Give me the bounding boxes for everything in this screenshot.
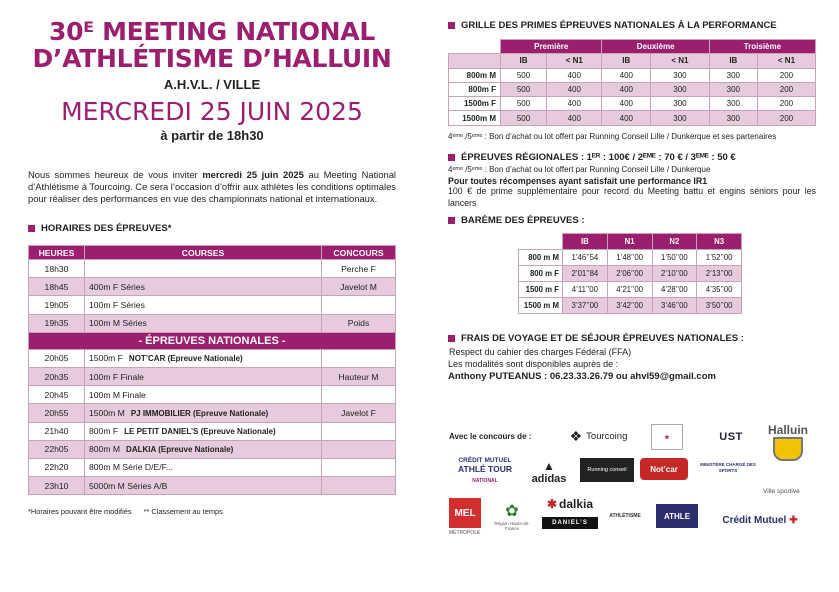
course-sponsor: PJ IMMOBILIER (Epreuve Nationale) bbox=[130, 408, 269, 418]
course-cell bbox=[85, 440, 322, 458]
schedule-header-row bbox=[29, 246, 396, 260]
primes-title: GRILLE DES PRIMES ÉPREUVES NATIONALES À LA PERFORMANCE bbox=[461, 20, 777, 31]
course-name: 800m M Série D/E/F... bbox=[89, 462, 174, 473]
value-cell: 1’48’’00 bbox=[607, 250, 652, 266]
concours-cell: Hauteur M bbox=[322, 367, 396, 385]
time-cell: 22h05 bbox=[29, 440, 85, 458]
value-cell: 300 bbox=[651, 97, 710, 111]
adidas-logo bbox=[527, 458, 571, 486]
bareme-header-cell: N2 bbox=[652, 234, 697, 250]
value-cell: 500 bbox=[501, 68, 547, 82]
course-cell: 400m F Séries bbox=[85, 278, 322, 296]
value-cell: 1’52’’00 bbox=[697, 250, 742, 266]
hdf-text: Région Hauts-de-France bbox=[494, 521, 530, 531]
place-second: Deuxième bbox=[602, 40, 709, 54]
regional-prefix: 4ᵉᵐᵉ /5ᵉᵐᵉ bbox=[448, 165, 483, 175]
value-cell: 400 bbox=[547, 97, 602, 111]
credit-mutuel-text: Crédit Mutuel bbox=[722, 514, 787, 526]
table-row bbox=[519, 266, 742, 282]
time-cell: 23h10 bbox=[29, 477, 85, 495]
value-cell: 2’10’’00 bbox=[652, 266, 697, 282]
time-cell: 19h05 bbox=[29, 296, 85, 314]
credit-mutuel-icon: ✚ bbox=[789, 514, 798, 526]
ust-logo: UST bbox=[719, 431, 743, 443]
regional-section-title bbox=[448, 152, 816, 163]
halluin-logo bbox=[763, 422, 813, 462]
concours-cell bbox=[322, 349, 396, 367]
primes-sub-row bbox=[449, 54, 816, 68]
time-cell: 18h30 bbox=[29, 260, 85, 278]
partners-label: Avec le concours de : bbox=[449, 432, 532, 441]
course-cell bbox=[85, 386, 322, 404]
schedule-section-title bbox=[28, 223, 396, 234]
course-cell: 100m F Séries bbox=[85, 296, 322, 314]
blank-cell bbox=[449, 54, 501, 68]
value-cell: 3’42’’00 bbox=[607, 298, 652, 314]
col-concours: CONCOURS bbox=[322, 246, 396, 260]
athletisme-logo: ATHLÉTISME bbox=[609, 513, 641, 519]
bullet-square-icon bbox=[448, 154, 455, 161]
course-name: 100m M Finale bbox=[89, 389, 146, 400]
footnote-1: *Horaires pouvant être modifiés bbox=[28, 507, 132, 517]
bullet-square-icon bbox=[448, 217, 455, 224]
bullet-square-icon bbox=[28, 225, 35, 232]
table-row bbox=[29, 296, 396, 314]
regional-line3: 100 € de prime supplémentaire pour record du Meeting battu et engins séniors pour les lancers bbox=[448, 186, 816, 208]
table-row bbox=[29, 367, 396, 385]
course-sponsor: DALKIA (Epreuve Nationale) bbox=[126, 445, 234, 455]
primes-note-text: : Bon d’achat ou lot offert par Running Conseil Lille / Dunkerque et ses partenaires bbox=[482, 131, 777, 141]
concours-cell: Javelot M bbox=[322, 278, 396, 296]
mel-logo: MEL bbox=[449, 498, 481, 528]
value-cell: 4’21’’00 bbox=[607, 282, 652, 298]
table-row bbox=[29, 386, 396, 404]
concours-cell bbox=[322, 477, 396, 495]
intro-text bbox=[28, 169, 396, 205]
concours-cell bbox=[322, 458, 396, 476]
course-name: 800m F bbox=[89, 426, 119, 437]
adidas-text: adidas bbox=[531, 473, 567, 485]
notcar-logo: Not’car bbox=[640, 458, 688, 480]
national-band bbox=[29, 332, 396, 349]
right-column bbox=[448, 20, 816, 382]
tourcoing-text: Tourcoing bbox=[586, 430, 628, 442]
intro-bold: mercredi 25 juin 2025 bbox=[202, 169, 304, 180]
athle-tour-line3: NATIONAL bbox=[472, 477, 498, 484]
table-row bbox=[29, 422, 396, 440]
value-cell: 400 bbox=[602, 111, 651, 125]
running-conseil-logo: Running conseil bbox=[580, 458, 634, 482]
athle-tour-logo bbox=[449, 452, 521, 488]
table-row bbox=[449, 111, 816, 125]
course-cell bbox=[85, 477, 322, 495]
value-cell: 500 bbox=[501, 97, 547, 111]
value-cell: 400 bbox=[602, 97, 651, 111]
concours-cell: Poids bbox=[322, 314, 396, 332]
bullet-square-icon bbox=[448, 22, 455, 29]
primes-body bbox=[449, 68, 816, 125]
table-row bbox=[449, 68, 816, 82]
schedule-title: HORAIRES DES ÉPREUVES* bbox=[41, 223, 172, 234]
sub-header-cell: < N1 bbox=[757, 54, 815, 68]
course-name: 800m M bbox=[89, 444, 121, 455]
course-cell bbox=[85, 367, 322, 385]
row-label: 1500 m F bbox=[519, 282, 563, 298]
concours-cell: Perche F bbox=[322, 260, 396, 278]
regional-line1-text: : Bon d’achat ou lot offert par Running Conseil Lille / Dunkerque bbox=[482, 165, 711, 175]
bareme-table bbox=[518, 233, 742, 314]
bareme-section-title bbox=[448, 215, 816, 226]
course-cell bbox=[85, 260, 322, 278]
bareme-title: BARÈME DES ÉPREUVES : bbox=[461, 215, 585, 227]
tourcoing-logo bbox=[556, 426, 641, 446]
time-cell: 19h35 bbox=[29, 314, 85, 332]
dalkia-text: dalkia bbox=[559, 497, 594, 511]
value-cell: 500 bbox=[501, 111, 547, 125]
course-cell bbox=[85, 422, 322, 440]
value-cell: 2’06’’00 bbox=[607, 266, 652, 282]
frais-contact: Anthony PUTEANUS : 06.23.33.26.79 ou ahvl59@gmail.com bbox=[448, 371, 716, 383]
sub-header-cell: IB bbox=[501, 54, 547, 68]
title-line2: D’ATHLÉTISME D’HALLUIN bbox=[32, 44, 392, 73]
halluin-shield-icon bbox=[773, 437, 803, 461]
course-sponsor: LE PETIT DANIEL’S (Epreuve Nationale) bbox=[124, 427, 276, 437]
value-cell: 2’01’’84 bbox=[563, 266, 608, 282]
bareme-header-cell: IB bbox=[563, 234, 608, 250]
table-row bbox=[29, 458, 396, 476]
time-cell: 18h45 bbox=[29, 278, 85, 296]
table-row bbox=[29, 349, 396, 367]
table-row bbox=[29, 404, 396, 422]
time-cell: 20h45 bbox=[29, 386, 85, 404]
value-cell: 400 bbox=[547, 111, 602, 125]
place-first: Première bbox=[501, 40, 602, 54]
time-cell: 20h35 bbox=[29, 367, 85, 385]
table-row bbox=[29, 477, 396, 495]
intro-part1: Nous sommes heureux de vous inviter bbox=[28, 169, 203, 180]
credit-mutuel-logo bbox=[712, 512, 808, 528]
concours-cell: Javelot F bbox=[322, 404, 396, 422]
schedule-body bbox=[29, 260, 396, 495]
col-courses: COURSES bbox=[85, 246, 322, 260]
frais-line2: Les modalités sont disponibles auprès de : bbox=[448, 359, 619, 370]
organizers: A.H.V.L. / VILLE bbox=[163, 77, 261, 92]
course-name: 1500m M bbox=[89, 407, 125, 418]
concours-cell bbox=[322, 422, 396, 440]
blank-cell bbox=[519, 234, 563, 250]
time-cell: 20h05 bbox=[29, 349, 85, 367]
value-cell: 200 bbox=[757, 111, 815, 125]
value-cell: 300 bbox=[709, 111, 757, 125]
value-cell: 300 bbox=[709, 97, 757, 111]
regional-title: ÉPREUVES RÉGIONALES : 1ᴱᴿ : 100€ / 2ᴱᴹᴱ : 70 € / 3ᴱᴹᴱ : 50 € bbox=[461, 152, 736, 164]
concours-cell bbox=[322, 386, 396, 404]
sub-header-cell: IB bbox=[709, 54, 757, 68]
value-cell: 4’28’’00 bbox=[652, 282, 697, 298]
daniels-logo: DANIEL’S bbox=[542, 517, 598, 529]
bareme-header-row bbox=[519, 234, 742, 250]
bareme-body bbox=[519, 250, 742, 314]
value-cell: 3’50’’00 bbox=[697, 298, 742, 314]
value-cell: 300 bbox=[651, 82, 710, 96]
value-cell: 400 bbox=[602, 68, 651, 82]
value-cell: 4’35’’00 bbox=[697, 282, 742, 298]
table-row bbox=[449, 97, 816, 111]
title-line1: 30ᴱ MEETING NATIONAL bbox=[49, 17, 375, 46]
footnote-2: ** Classement au temps bbox=[143, 507, 223, 517]
primes-note bbox=[448, 132, 816, 143]
footnotes bbox=[28, 507, 396, 516]
athle-tour-line2: ATHLÉ TOUR bbox=[458, 463, 512, 474]
sub-header-cell: IB bbox=[602, 54, 651, 68]
tourcoing-icon: ❖ bbox=[569, 427, 583, 444]
row-label: 800 m F bbox=[519, 266, 563, 282]
table-row bbox=[519, 250, 742, 266]
value-cell: 4’11’’00 bbox=[563, 282, 608, 298]
hdf-logo bbox=[494, 496, 530, 536]
value-cell: 2’13’’00 bbox=[697, 266, 742, 282]
table-row bbox=[29, 278, 396, 296]
bareme-header-cell: N1 bbox=[607, 234, 652, 250]
primes-note-prefix: 4ᵉᵐᵉ /5ᵉᵐᵉ bbox=[448, 131, 483, 141]
row-label: 800m M bbox=[449, 68, 501, 82]
table-row bbox=[29, 440, 396, 458]
course-name: 1500m F bbox=[89, 353, 123, 364]
course-sponsor: NOT’CAR (Epreuve Nationale) bbox=[128, 354, 243, 364]
concours-cell bbox=[322, 296, 396, 314]
value-cell: 200 bbox=[757, 97, 815, 111]
value-cell: 300 bbox=[709, 82, 757, 96]
halluin-text: Halluin bbox=[767, 423, 808, 437]
primes-place-row bbox=[449, 40, 816, 54]
time-cell: 21h40 bbox=[29, 422, 85, 440]
value-cell: 400 bbox=[547, 82, 602, 96]
ministere-logo: MINISTÈRE CHARGÉ DES SPORTS bbox=[700, 462, 756, 473]
course-name: 5000m M Séries A/B bbox=[89, 480, 168, 491]
start-time: à partir de 18h30 bbox=[160, 128, 264, 143]
course-cell bbox=[85, 349, 322, 367]
blank-cell bbox=[449, 40, 501, 54]
value-cell: 300 bbox=[651, 111, 710, 125]
sub-header-cell: < N1 bbox=[547, 54, 602, 68]
concours-cell bbox=[322, 440, 396, 458]
dalkia-icon: ✱ bbox=[546, 497, 558, 511]
regional-line1 bbox=[448, 165, 816, 176]
course-name: 100m F Finale bbox=[89, 371, 144, 382]
athle-tour-line1: CRÉDIT MUTUEL bbox=[458, 456, 512, 464]
value-cell: 500 bbox=[501, 82, 547, 96]
row-label: 1500m M bbox=[449, 111, 501, 125]
value-cell: 300 bbox=[709, 68, 757, 82]
primes-table bbox=[448, 39, 816, 126]
row-label: 1500 m M bbox=[519, 298, 563, 314]
course-cell bbox=[85, 458, 322, 476]
value-cell: 1’46’’54 bbox=[563, 250, 608, 266]
col-heures: HEURES bbox=[29, 246, 85, 260]
table-row bbox=[519, 282, 742, 298]
primes-section-title bbox=[448, 20, 816, 31]
table-row bbox=[449, 82, 816, 96]
schedule-table bbox=[28, 245, 396, 495]
value-cell: 300 bbox=[651, 68, 710, 82]
dalkia-logo bbox=[540, 496, 600, 512]
mel-sub: MÉTROPOLE bbox=[449, 530, 481, 536]
halluin-sub: Ville sportive bbox=[763, 488, 800, 495]
intro-part2: au Meeting National d’Athlétisme à Tourcoing. Ce sera l’occasion d’offrir aux athlètes les conditions optimales pour réaliser des performances en vue des championnats national et internationaux. bbox=[28, 169, 396, 204]
athle-logo: ATHLE bbox=[656, 504, 698, 528]
event-date: MERCREDI 25 JUIN 2025 bbox=[61, 97, 363, 126]
table-row bbox=[519, 298, 742, 314]
value-cell: 200 bbox=[757, 82, 815, 96]
frais-title: FRAIS DE VOYAGE ET DE SÉJOUR ÉPREUVES NATIONALES : bbox=[461, 333, 744, 345]
frais-section-title bbox=[448, 333, 816, 344]
value-cell: 200 bbox=[757, 68, 815, 82]
hdf-map-icon: ✿ bbox=[505, 503, 519, 520]
bareme-header-cell: N3 bbox=[697, 234, 742, 250]
course-cell: 100m M Séries bbox=[85, 314, 322, 332]
row-label: 800 m M bbox=[519, 250, 563, 266]
bullet-square-icon bbox=[448, 335, 455, 342]
frais-line1: Respect du cahier des charges Fédéral (FFA) bbox=[449, 347, 632, 358]
place-third: Troisième bbox=[709, 40, 815, 54]
value-cell: 400 bbox=[602, 82, 651, 96]
table-row bbox=[29, 260, 396, 278]
regional-line2: Pour toutes récompenses ayant satisfait une performance IR1 bbox=[448, 175, 708, 186]
table-row bbox=[29, 314, 396, 332]
value-cell: 3’37’’00 bbox=[563, 298, 608, 314]
course-cell bbox=[85, 404, 322, 422]
row-label: 800m F bbox=[449, 82, 501, 96]
time-cell: 20h55 bbox=[29, 404, 85, 422]
time-cell: 22h20 bbox=[29, 458, 85, 476]
row-label: 1500m F bbox=[449, 97, 501, 111]
left-column bbox=[28, 18, 396, 516]
national-band-label: - ÉPREUVES NATIONALES - bbox=[29, 332, 396, 349]
adidas-stripes-icon: ▲ bbox=[543, 459, 555, 473]
value-cell: 400 bbox=[547, 68, 602, 82]
sub-header-cell: < N1 bbox=[651, 54, 710, 68]
value-cell: 1’50’’00 bbox=[652, 250, 697, 266]
ahvl-logo: ★ bbox=[651, 424, 683, 450]
value-cell: 3’46’’00 bbox=[652, 298, 697, 314]
